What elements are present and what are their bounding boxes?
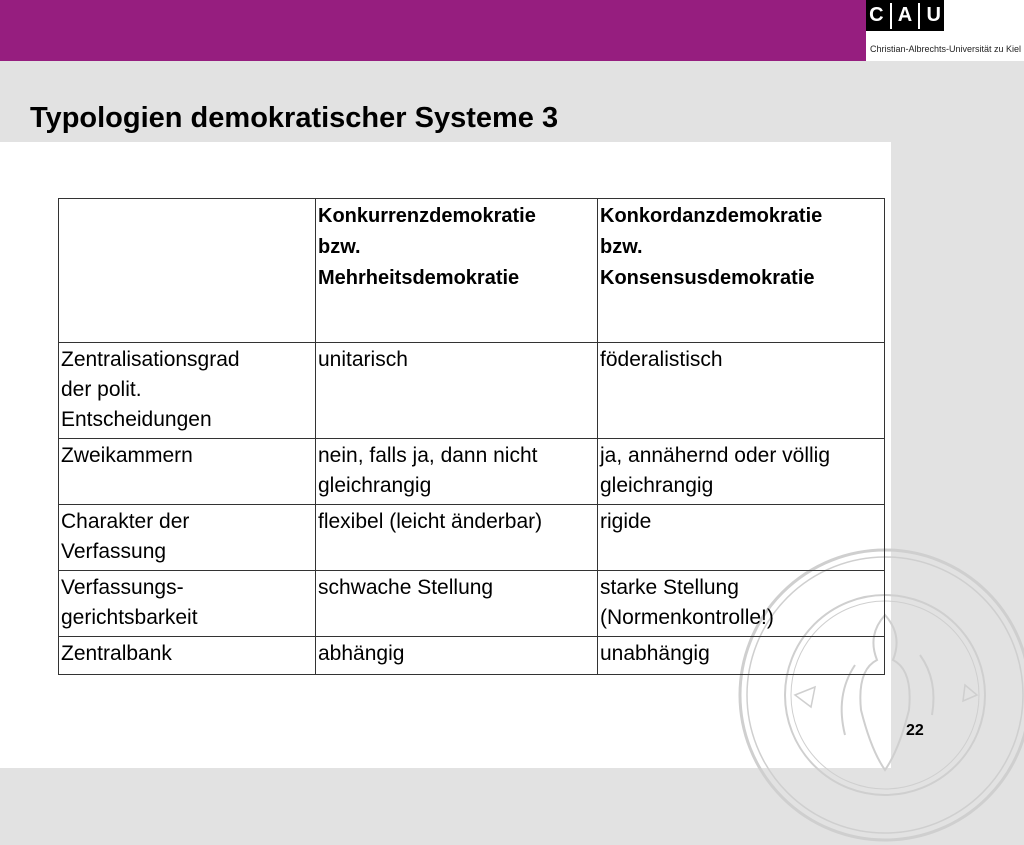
table-row: [59, 505, 885, 571]
table-row: [59, 343, 885, 439]
row-label: Zentralbank: [59, 637, 316, 675]
logo-separator: [890, 3, 892, 29]
header-cell-konkurrenz: Konkurrenzdemokratie bzw. Mehrheitsdemokratie: [316, 199, 598, 343]
row-label: Zentralisationsgrad der polit. Entscheidungen: [59, 343, 316, 439]
logo-letter-u: U: [926, 4, 941, 26]
cau-logo: [866, 0, 1024, 61]
table-cell: starke Stellung (Normenkontrolle!): [598, 571, 885, 637]
table-cell: föderalistisch: [598, 343, 885, 439]
table-cell: nein, falls ja, dann nicht gleichrangig: [316, 439, 598, 505]
row-label: Verfassungs- gerichtsbarkeit: [59, 571, 316, 637]
table-cell: unabhängig: [598, 637, 885, 675]
logo-letter-c: C: [869, 4, 884, 26]
table-cell: flexibel (leicht änderbar): [316, 505, 598, 571]
table-cell: rigide: [598, 505, 885, 571]
header-cell-empty: [59, 199, 316, 343]
table-cell: schwache Stellung: [316, 571, 598, 637]
slide-title: Typologien demokratischer Systeme 3: [30, 102, 559, 134]
logo-separator: [918, 3, 920, 29]
table-row: [59, 439, 885, 505]
table-row: [59, 637, 885, 675]
table-cell: abhängig: [316, 637, 598, 675]
page-number: 22: [906, 722, 924, 739]
logo-letter-a: A: [897, 4, 913, 26]
table-cell: ja, annähernd oder völlig gleichrangig: [598, 439, 885, 505]
comparison-table: [58, 198, 885, 675]
header-cell-konkordanz: Konkordanzdemokratie bzw. Konsensusdemokratie: [598, 199, 885, 343]
table-cell: unitarisch: [316, 343, 598, 439]
row-label: Zweikammern: [59, 439, 316, 505]
table-header-row: [59, 199, 885, 343]
table-row: [59, 571, 885, 637]
university-name: Christian-Albrechts-Universität zu Kiel: [870, 44, 1022, 54]
row-label: Charakter der Verfassung: [59, 505, 316, 571]
logo-letters: [866, 0, 944, 31]
